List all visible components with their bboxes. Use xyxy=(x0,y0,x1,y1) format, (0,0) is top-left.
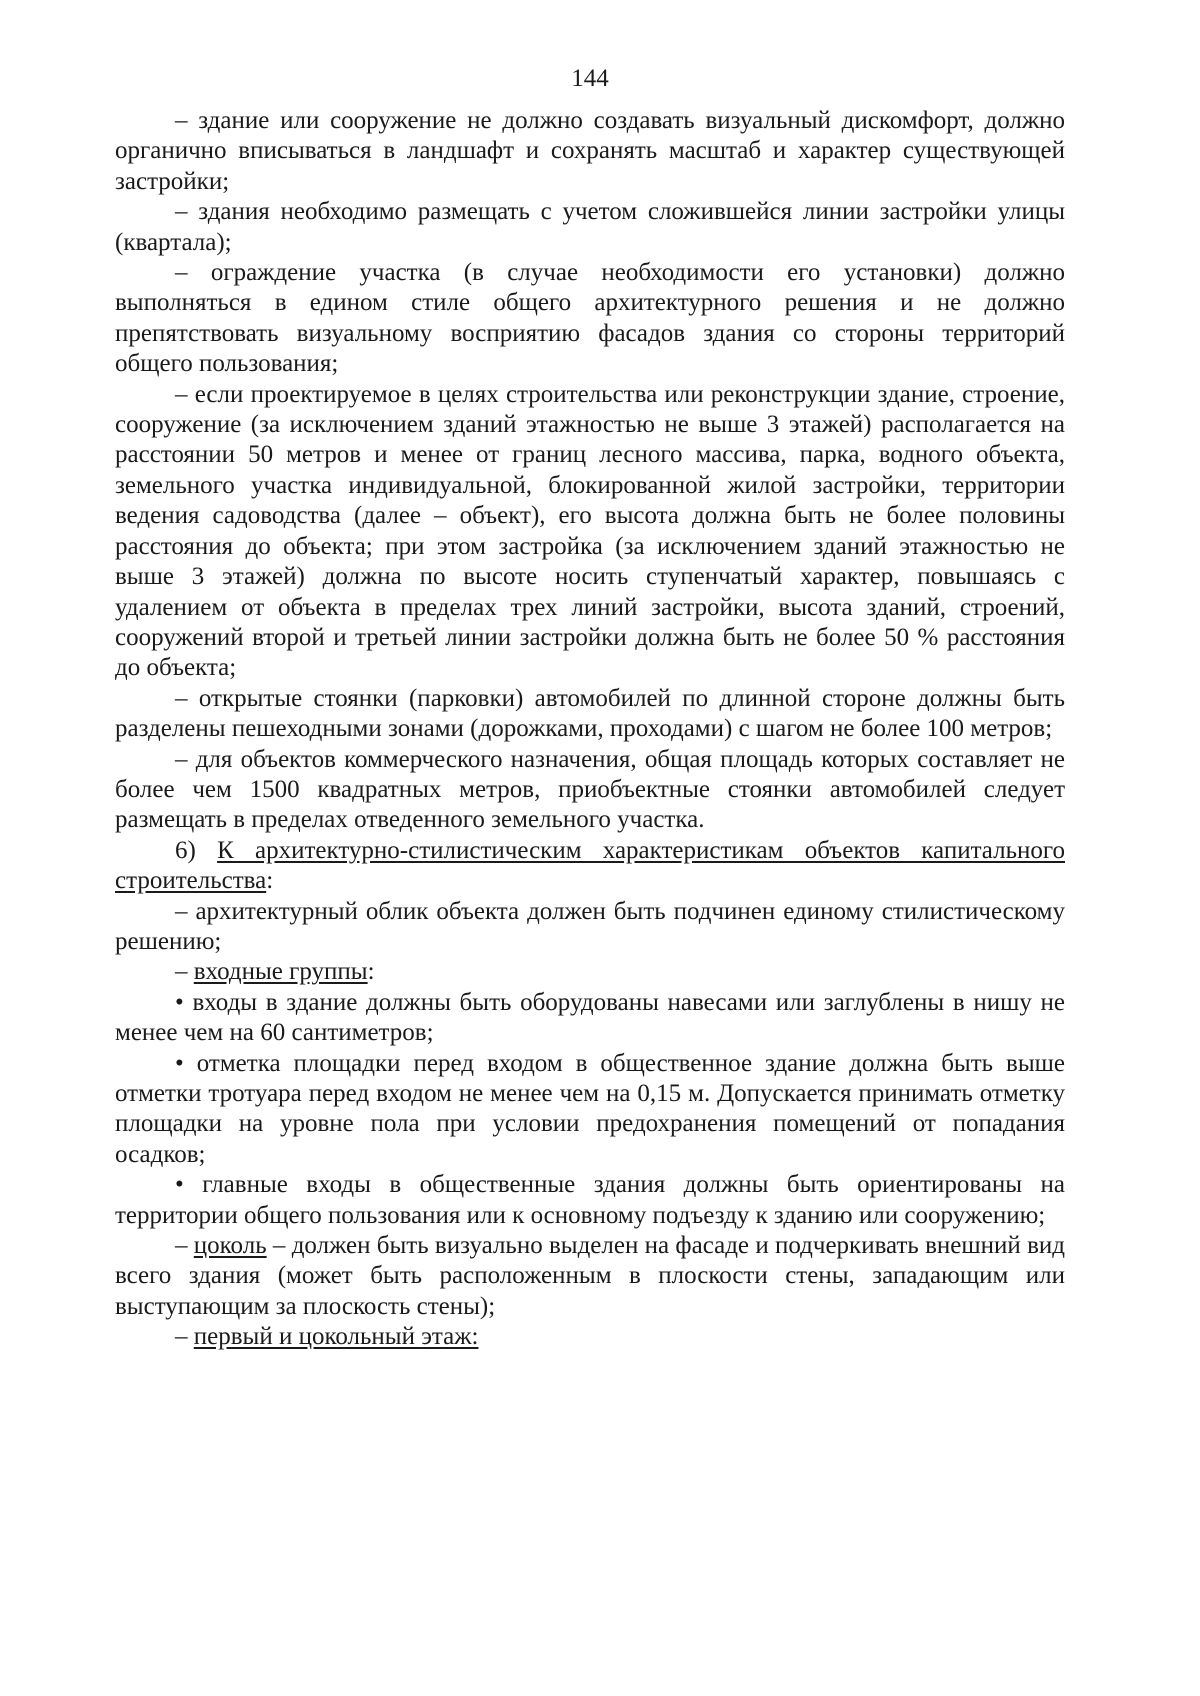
bullet-marker: • xyxy=(175,1171,184,1199)
dash-marker: – xyxy=(175,1323,188,1351)
dash-marker: – xyxy=(175,198,188,226)
paragraph-text: – должен быть визуально выделен на фасаде и подчеркивать внешний вид всего здания (может быть расположенным в плоскости стены, западающим или выступающим за плоскость стены); xyxy=(115,1232,1065,1320)
paragraph-text: здание или сооружение не должно создавать визуальный дискомфорт, должно органично вписываться в ландшафт и сохранять масштаб и характер существующей застройки; xyxy=(115,107,1065,195)
paragraph-arch-appearance xyxy=(115,897,1065,958)
section-heading-tail: : xyxy=(266,867,274,895)
paragraph-text: ограждение участка (в случае необходимости его установки) должно выполняться в едином стиле общего архитектурного решения и не должно препятствовать визуальному восприятию фасадов здания со стороны территорий общего пользования; xyxy=(115,259,1066,378)
dash-marker: – xyxy=(175,684,188,712)
paragraph-entry-groups xyxy=(115,957,1065,987)
section-6-heading xyxy=(115,836,1065,897)
paragraph-text: открытые стоянки (парковки) автомобилей по длинной стороне должны быть разделены пешеходными зонами (дорожками, проходами) с шагом не более 100 метров; xyxy=(115,684,1065,743)
bullet-text: отметка площадки перед входом в общественное здание должна быть выше отметки тротуара перед входом не менее чем на 0,15 м. Допускается принимать отметку площадки на уровне пола при условии предохранения помещений от попадания осадков; xyxy=(115,1049,1065,1168)
paragraph-2 xyxy=(115,197,1065,258)
paragraph-1 xyxy=(115,106,1065,197)
bullet-item-2 xyxy=(115,1049,1065,1171)
section-heading-text: К архитектурно-стилистическим характеристикам объектов капитального строительства xyxy=(115,836,1066,895)
paragraph-first-floor xyxy=(115,1322,1065,1352)
entry-groups-tail: : xyxy=(367,958,375,986)
bullet-text: входы в здание должны быть оборудованы навесами или заглублены в нишу не менее чем на 60 сантиметров; xyxy=(115,988,1065,1047)
dash-marker: – xyxy=(175,1232,188,1260)
bullet-item-3 xyxy=(115,1170,1065,1231)
first-floor-label: первый и цокольный этаж: xyxy=(193,1323,479,1351)
bullet-item-1 xyxy=(115,988,1065,1049)
dash-marker: – xyxy=(175,259,188,287)
section-number: 6) xyxy=(175,836,196,864)
paragraph-4 xyxy=(115,380,1065,684)
bullet-text: главные входы в общественные здания должны быть ориентированы на территории общего пользования или к основному подъезду к зданию или сооружению; xyxy=(115,1171,1066,1229)
paragraph-text: для объектов коммерческого назначения, общая площадь которых составляет не более чем 1500 квадратных метров, приобъектные стоянки автомобилей следует размещать в пределах отведенного земельного участка. xyxy=(115,745,1066,834)
dash-marker: – xyxy=(175,897,188,925)
paragraph-text: здания необходимо размещать с учетом сложившейся линии застройки улицы (квартала); xyxy=(115,198,1065,256)
entry-groups-label: входные группы xyxy=(193,958,368,986)
dash-marker: – xyxy=(175,107,188,134)
dash-marker: – xyxy=(175,745,188,773)
plinth-label: цоколь xyxy=(193,1232,267,1260)
bullet-marker: • xyxy=(175,988,184,1016)
dash-marker: – xyxy=(175,958,188,986)
paragraph-3 xyxy=(115,258,1065,380)
paragraph-5 xyxy=(115,684,1065,745)
page-number: 144 xyxy=(571,65,609,92)
document-page xyxy=(115,66,1065,1353)
paragraph-text: архитектурный облик объекта должен быть подчинен единому стилистическому решению; xyxy=(115,897,1065,955)
dash-marker: – xyxy=(175,380,188,408)
paragraph-text: если проектируемое в целях строительства или реконструкции здание, строение, сооружение (за исключением зданий этажностью не выше 3 этажей) располагается на расстоянии 50 метров и менее от границ лесного массива, парка, водного объекта, земельного участка индивидуальной, блокированной жилой застройки, территории ведения садоводства (далее – объект), его высота должна быть не более половины расстояния до объекта; при этом застройка (за исключением зданий этажностью не выше 3 этажей) должна по высоте носить ступенчатый характер, повышаясь с удалением от объекта в пределах трех линий застройки, высота зданий, строений, сооружений второй и третьей линии застройки должна быть не более 50 % расстояния до объекта; xyxy=(115,380,1065,682)
paragraph-plinth xyxy=(115,1231,1065,1322)
bullet-marker: • xyxy=(175,1049,184,1077)
paragraph-6 xyxy=(115,745,1065,836)
